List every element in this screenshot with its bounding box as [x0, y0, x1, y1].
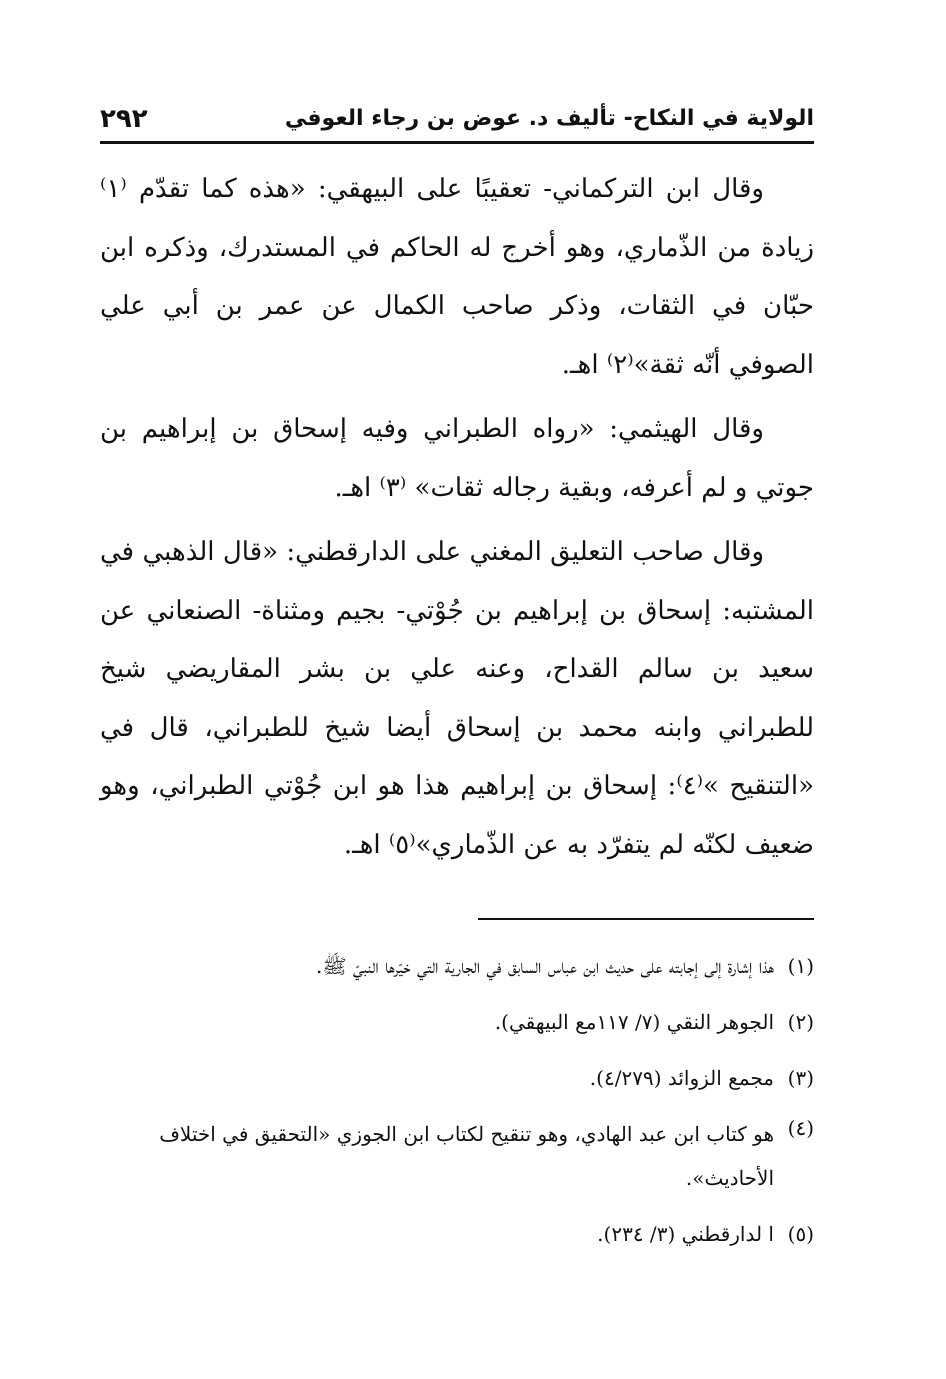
footnote-separator — [478, 918, 814, 920]
footnotes — [100, 938, 814, 1262]
footnote-number: (١) — [787, 954, 814, 978]
footnote-text: الجوهر النقي (٧/ ١١٧مع البيهقي). — [494, 1010, 774, 1034]
footnote-number: (٣) — [787, 1066, 814, 1090]
footnote-number: (٥) — [787, 1222, 814, 1246]
footnote-1 — [100, 938, 814, 994]
footnote-text: مجمع الزوائد (٤/٢٧٩). — [589, 1066, 774, 1090]
running-header-title: الولاية في النكاح- تأليف د. عوض بن رجاء العوفي — [284, 106, 814, 131]
footnote-number: (٤) — [787, 1116, 814, 1140]
footnote-4 — [100, 1106, 814, 1206]
page-number: ٢٩٢ — [100, 104, 148, 134]
paragraph-ibn-turkmani: وقال ابن التركماني- تعقيبًا على البيهقي: «هذه كما تقدّم ⁽١⁾ زيادة من الذّماري، وهو أخرج له الحاكم في المستدرك، وذكره ابن حبّان في الثقات، وذكر صاحب الكمال عن عمر بن أبي علي الصوفي أنّه ثقة»⁽٢⁾ اهـ. — [100, 174, 814, 380]
footnote-5 — [100, 1206, 814, 1262]
paragraph-haythami: وقال الهيثمي: «رواه الطبراني وفيه إسحاق بن إبراهيم بن جوتي و لم أعرفه، وبقية رجاله ثقات» ⁽٣⁾ اهـ. — [100, 414, 814, 503]
footnote-3 — [100, 1050, 814, 1106]
footnote-text: هذا إشارة إلى إجابته على حديث ابن عباس السابق في الجارية التي خيّرها النبيّ ﷺ. — [316, 954, 774, 978]
footnote-number: (٢) — [787, 1010, 814, 1034]
header-rule — [100, 141, 814, 144]
footnote-text: هو كتاب ابن عبد الهادي، وهو تنقيح لكتاب ابن الجوزي «التحقيق في اختلاف الأحاديث». — [159, 1122, 774, 1190]
footnote-text: ا لدارقطني (٣/ ٢٣٤). — [597, 1222, 774, 1246]
running-header — [100, 100, 814, 142]
paragraph-taliq-mughni: وقال صاحب التعليق المغني على الدارقطني: «قال الذهبي في المشتبه: إسحاق بن إبراهيم بن جُوْتي- بجيم ومثناة- الصنعاني عن سعيد بن سالم القداح، وعنه علي بن بشر المقاريضي شيخ للطبراني وابنه محمد بن إسحاق أيضا شيخ للطبراني، قال في «التنقيح »⁽٤⁾: إسحاق بن إبراهيم هذا هو ابن جُوْتي الطبراني، وهو ضعيف لكنّه لم يتفرّد به عن الذّماري»⁽٥⁾ اهـ. — [100, 537, 814, 860]
footnote-2 — [100, 994, 814, 1050]
body-text — [100, 160, 814, 874]
